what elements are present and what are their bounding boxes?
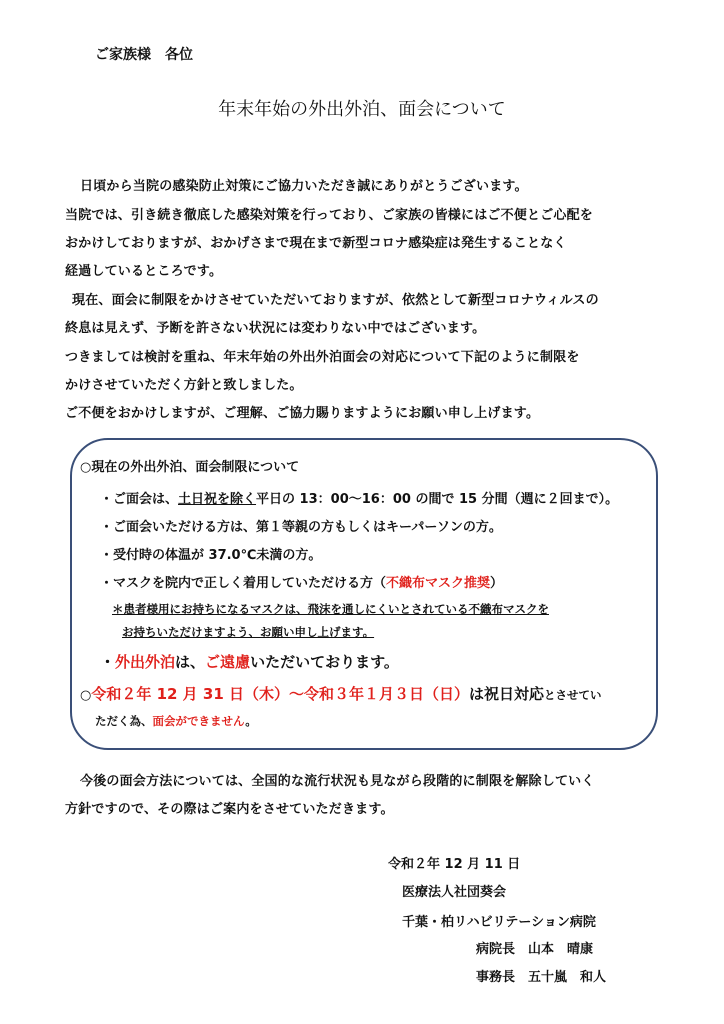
temperature-item: ・受付時の体温が 37.0℃未満の方。 [100, 548, 322, 563]
holiday-notice: ○令和２年 12 月 31 日（木）～令和３年１月３日（日）は祝日対応とさせてい [80, 685, 602, 703]
mask-note-line-1: ＊患者様用にお持ちになるマスクは、飛沫を通しにくいとされている不織布マスクを [112, 602, 549, 616]
intro-line-3: おかけしておりますが、おかげさまで現在まで新型コロナ感染症は発生することなく [65, 236, 567, 251]
intro-line-7: つきましては検討を重ね、年末年始の外出外泊面会の対応について下記のように制限を [65, 350, 580, 365]
visit-schedule-item: ・ご面会は、土日祝を除く平日の 13：00～16：00 の間で 15 分間（週に２回まで）。 [100, 492, 619, 507]
intro-line-8: かけさせていただく方針と致しました。 [65, 378, 303, 393]
signature-hospital: 千葉・柏リハビリテーション病院 [402, 915, 596, 930]
notice-heading: ○現在の外出外泊、面会制限について [80, 460, 300, 475]
outing-item: ・外出外泊は、ご遠慮いただいております。 [100, 653, 399, 671]
visitor-eligibility-item: ・ご面会いただける方は、第１等親の方もしくはキーパーソンの方。 [100, 520, 502, 535]
signature-director: 病院長 山本 晴康 [476, 942, 594, 957]
intro-line-5: 現在、面会に制限をかけさせていただいておりますが、依然として新型コロナウィルスの [72, 293, 599, 308]
mask-note-line-2: お持ちいただけますよう、お願い申し上げます。 [122, 625, 375, 639]
page-title: 年末年始の外出外泊、面会について [218, 99, 506, 120]
intro-line-2: 当院では、引き続き徹底した感染対策を行っており、ご家族の皆様にはご不便とご心配を [65, 208, 594, 223]
addressee: ご家族様 各位 [95, 47, 193, 63]
signature-corporation: 医療法人社団葵会 [402, 885, 507, 900]
intro-line-9: ご不便をおかけしますが、ご理解、ご協力賜りますようにお願い申し上げます。 [65, 406, 540, 421]
closing-line-1: 今後の面会方法については、全国的な流行状況も見ながら段階的に制限を解除していく [80, 774, 595, 789]
signature-date: 令和２年 12 月 11 日 [388, 857, 521, 872]
holiday-notice-cont: ただく為、面会ができません。 [95, 714, 257, 728]
signature-secretary: 事務長 五十嵐 和人 [476, 970, 607, 985]
intro-line-4: 経過しているところです。 [65, 264, 223, 279]
intro-line-1: 日頃から当院の感染防止対策にご協力いただき誠にありがとうございます。 [80, 179, 528, 194]
closing-line-2: 方針ですので、その際はご案内をさせていただきます。 [65, 802, 394, 817]
intro-line-6: 終息は見えず、予断を許さない状況には変わりない中ではございます。 [65, 321, 486, 336]
mask-item: ・マスクを院内で正しく着用していただける方（不織布マスク推奨） [100, 576, 504, 591]
